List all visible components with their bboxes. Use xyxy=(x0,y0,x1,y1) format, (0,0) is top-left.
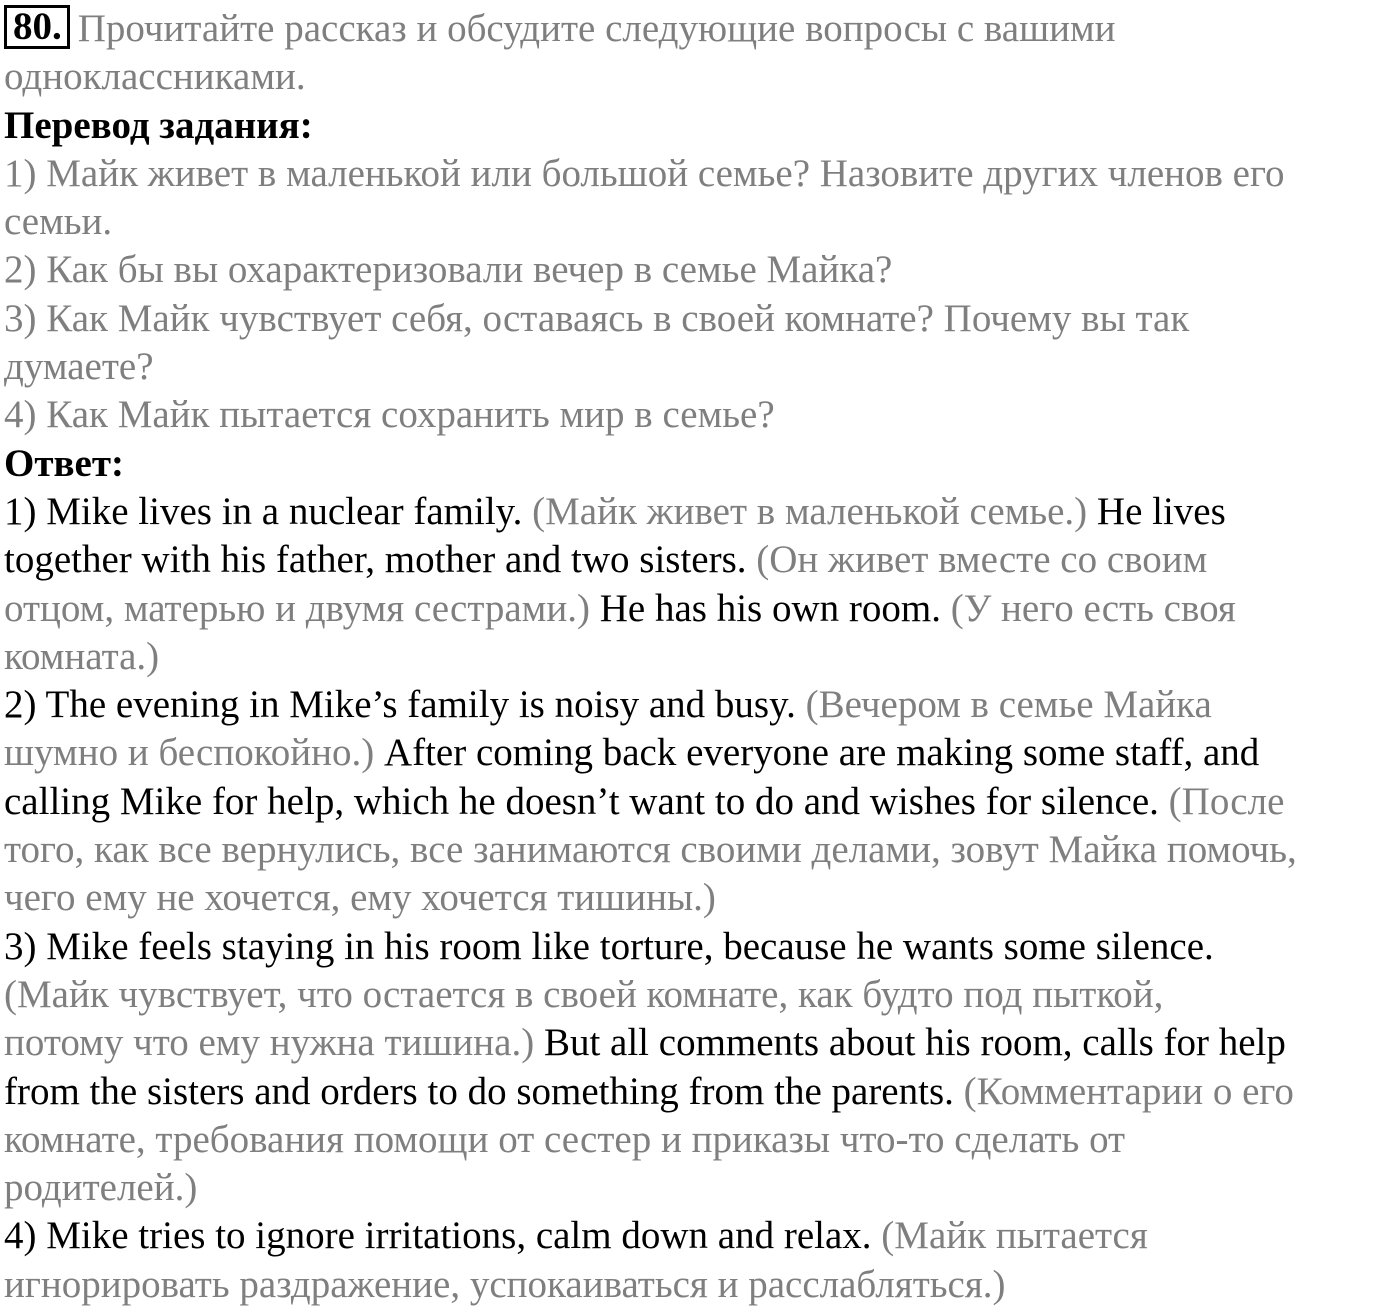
answer-translation: потому что ему нужна тишина.) xyxy=(4,1021,544,1065)
answer-line xyxy=(4,874,1398,922)
instruction-line-2: одноклассниками. xyxy=(4,55,306,99)
answer-translation: (Он живет вместе со своим xyxy=(756,538,1208,582)
answer-line xyxy=(4,1164,1398,1212)
answer-text: 2) The evening in Mike’s family is noisy and busy. xyxy=(4,683,806,727)
answer-line xyxy=(4,585,1398,633)
answer-translation: (Майк чувствует, что остается в своей комнате, как будто под пыткой, xyxy=(4,972,1164,1016)
answer-line xyxy=(4,1068,1398,1116)
answer-text: 4) Mike tries to ignore irritations, calm down and relax. xyxy=(4,1214,882,1258)
answer-line xyxy=(4,681,1398,729)
answer-text: 1) Mike lives in a nuclear family. xyxy=(4,489,533,533)
question-line: 2) Как бы вы охарактеризовали вечер в семье Майка? xyxy=(4,248,893,292)
answer-text: He lives xyxy=(1096,489,1226,533)
answer-translation: (У него есть своя xyxy=(950,586,1236,630)
answer-text: He has his own room. xyxy=(599,586,951,630)
answer-translation: (Майк живет в маленькой семье.) xyxy=(532,489,1097,533)
answer-translation: игнорировать раздражение, успокаиваться и расслабляться.) xyxy=(4,1262,1006,1306)
answer-translation: (Комментарии о его xyxy=(963,1069,1294,1113)
question-line: семьи. xyxy=(4,200,113,244)
question-line: 3) Как Майк чувствует себя, оставаясь в своей комнате? Почему вы так xyxy=(4,296,1190,340)
answer-line xyxy=(4,778,1398,826)
answer-translation: того, как все вернулись, все занимаются своими делами, зовут Майка помочь, xyxy=(4,828,1297,872)
answer-line xyxy=(4,488,1398,536)
exercise-number: 80. xyxy=(4,5,70,49)
instruction-text: Прочитайте рассказ и обсудите следующие вопросы с вашими xyxy=(77,7,1116,50)
answer-line xyxy=(4,729,1398,777)
answer-translation: родителей.) xyxy=(4,1166,198,1210)
answer-text: from the sisters and orders to do something from the parents. xyxy=(4,1069,964,1113)
question-line: 1) Майк живет в маленькой или большой семье? Назовите других членов его xyxy=(4,151,1285,195)
answer-line xyxy=(4,826,1398,874)
answer-line xyxy=(4,1116,1398,1164)
answer-line xyxy=(4,1212,1398,1260)
answer-line xyxy=(4,923,1398,971)
answer-translation: шумно и беспокойно.) xyxy=(4,731,384,775)
answer-text: After coming back everyone are making some staff, and xyxy=(383,731,1260,775)
answer-translation: (Вечером в семье Майка xyxy=(805,683,1212,727)
answer-translation: чего ему не хочется, ему хочется тишины.) xyxy=(4,876,716,920)
instruction-line-1 xyxy=(4,5,1398,53)
answer-text: together with his father, mother and two sisters. xyxy=(4,538,757,582)
answer-text: 3) Mike feels staying in his room like torture, because he wants some silence. xyxy=(4,924,1214,968)
answer-translation: комнате, требования помощи от сестер и приказы что-то сделать от xyxy=(4,1117,1126,1161)
document-page xyxy=(4,5,1398,1309)
answer-line xyxy=(4,1019,1398,1067)
answer-translation: отцом, матерью и двумя сестрами.) xyxy=(4,586,600,630)
answer-text: But all comments about his room, calls for help xyxy=(543,1021,1286,1065)
answer-line xyxy=(4,633,1398,681)
answer-translation: (После xyxy=(1168,779,1285,823)
answer-block xyxy=(4,488,1398,1309)
answer-heading: Ответ: xyxy=(4,441,125,485)
question-line: думаете? xyxy=(4,345,154,389)
answer-line xyxy=(4,536,1398,584)
answer-translation: (Майк пытается xyxy=(881,1214,1148,1258)
answer-line xyxy=(4,971,1398,1019)
answer-translation: комната.) xyxy=(4,634,160,678)
question-line: 4) Как Майк пытается сохранить мир в семье? xyxy=(4,393,775,437)
answer-text: calling Mike for help, which he doesn’t want to do and wishes for silence. xyxy=(4,779,1169,823)
answer-line xyxy=(4,1261,1398,1309)
translation-heading: Перевод задания: xyxy=(4,103,313,147)
